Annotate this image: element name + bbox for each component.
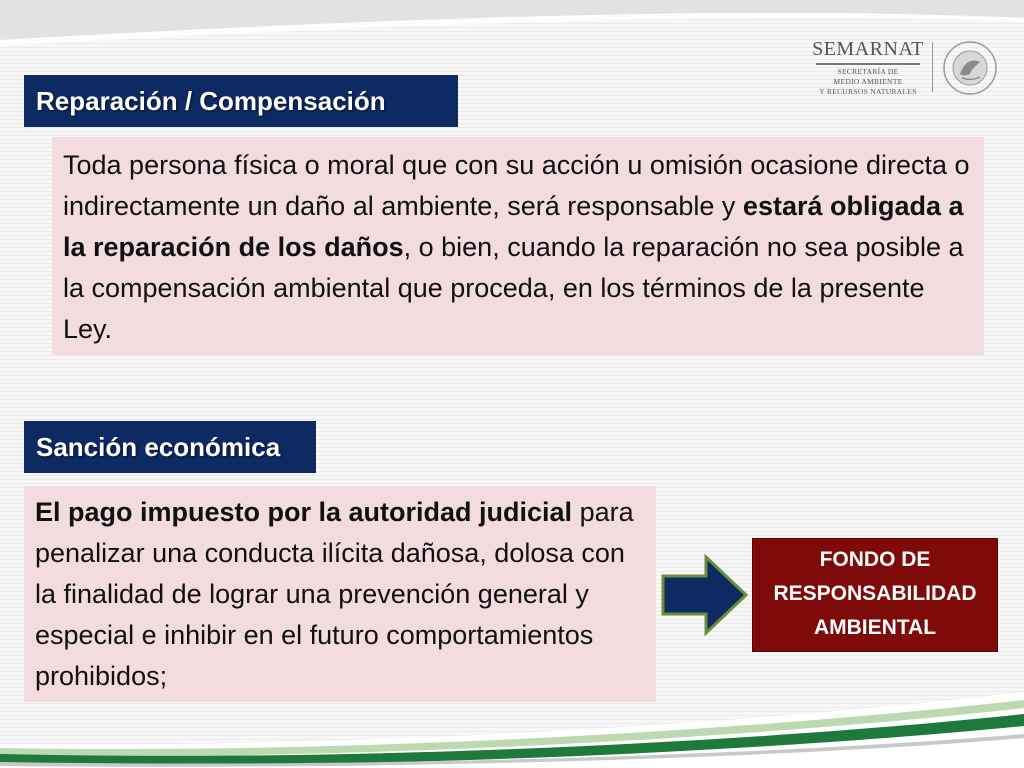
national-seal-icon (942, 40, 998, 96)
sancion-text-bold: El pago impuesto por la autoridad judicial (35, 497, 573, 527)
fondo-line-1: FONDO DE (819, 548, 931, 571)
heading-reparacion: Reparación / Compensación (24, 75, 458, 127)
reparacion-text-intro: Toda persona física o moral que con su acción u omisión ocasione directa o indirectamente un daño al ambiente, será responsable y (63, 150, 970, 221)
logo-name: SEMARNAT (812, 38, 924, 60)
right-arrow-icon (660, 554, 750, 636)
fondo-line-3: AMBIENTAL (813, 616, 937, 639)
heading-sancion: Sanción económica (24, 421, 316, 473)
fondo-responsabilidad-box (752, 538, 998, 652)
logo-subtitle-2: MEDIO AMBIENTE (833, 77, 903, 86)
semarnat-logo (800, 36, 1010, 98)
logo-rule (816, 63, 920, 65)
bottom-decorative-swoosh (0, 690, 1024, 768)
reparacion-text-outro: , o bien, cuando la reparación no sea posible a la compensación ambiental que proceda, en los términos de la presente Ley. (63, 232, 964, 344)
logo-divider (932, 42, 933, 92)
reparacion-text-box (52, 137, 984, 355)
logo-subtitle-3: Y RECURSOS NATURALES (819, 87, 917, 96)
reparacion-text-bold: estará obligada a la reparación de los daños (63, 191, 964, 262)
sancion-text-body: para penalizar una conducta ilícita dañosa, dolosa con la finalidad de lograr una prevención general y especial e inhibir en el futuro comportamientos prohibidos; (35, 497, 634, 691)
sancion-text-box (24, 486, 656, 702)
fondo-line-2: RESPONSABILIDAD (773, 582, 977, 605)
logo-subtitle-1: SECRETARÍA DE (837, 67, 899, 76)
